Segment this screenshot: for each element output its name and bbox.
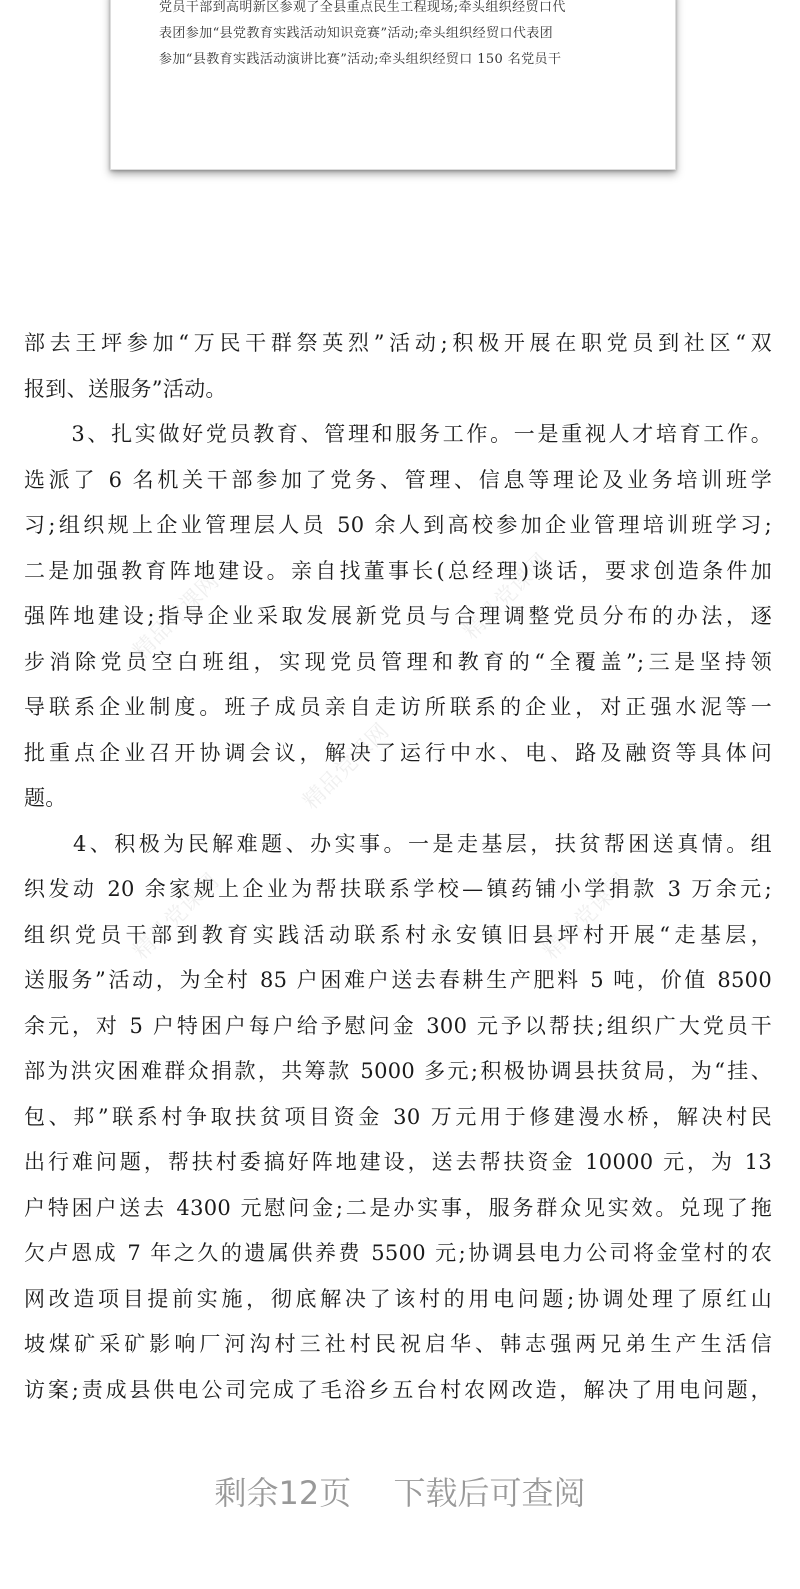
body-line: 步消除党员空白班组，实现党员管理和教育的“全覆盖”;三是坚持领 (24, 649, 772, 674)
body-line: 送服务”活动，为全村 85 户困难户送去春耕生产肥料 5 吨，价值 8500 (24, 968, 772, 992)
download-to-read-more-banner[interactable] (0, 1468, 800, 1518)
download-hint-label: 下载后可查阅 (393, 1474, 586, 1512)
preview-line: 参加“县教育实践活动演讲比赛”活动;牵头组织经贸口 150 名党员干 (159, 52, 562, 67)
body-line: 4、积极为民解难题、办实事。一是走基层，扶贫帮困送真情。组 (24, 831, 772, 856)
body-line: 网改造项目提前实施，彻底解决了该村的用电问题;协调处理了原红山 (24, 1286, 772, 1311)
body-line: 导联系企业制度。班子成员亲自走访所联系的企业，对正强水泥等一 (24, 695, 772, 719)
body-line: 部为洪灾困难群众捐款，共筹款 5000 多元;积极协调县扶贫局，为“挂、 (24, 1059, 772, 1083)
body-line: 户特困户送去 4300 元慰问金;二是办实事，服务群众见实效。兑现了拖 (24, 1195, 772, 1220)
preview-line: 党员干部到高明新区参观了全县重点民生工程现场;牵头组织经贸口代 (159, 0, 566, 15)
body-line: 选派了 6 名机关干部参加了党务、管理、信息等理论及业务培训班学 (24, 467, 772, 492)
watermark: 精品党课网 (538, 869, 635, 965)
body-line: 二是加强教育阵地建设。亲自找董事长(总经理)谈话，要求创造条件加 (24, 558, 772, 583)
body-line: 报到、送服务”活动。 (24, 376, 227, 401)
body-line: 强阵地建设;指导企业采取发展新党员与合理调整党员分布的办法，逐 (24, 604, 772, 628)
remaining-pages-label: 剩余12页 (214, 1474, 352, 1512)
body-line: 组织党员干部到教育实践活动联系村永安镇旧县坪村开展“走基层， (24, 922, 772, 947)
watermark: 精品党课网 (128, 569, 225, 665)
body-line: 部去王坪参加“万民干群祭英烈”活动;积极开展在职党员到社区“双 (24, 331, 772, 355)
previous-page-preview (110, 0, 676, 170)
body-line: 3、扎实做好党员教育、管理和服务工作。一是重视人才培育工作。 (24, 422, 772, 446)
body-line: 织发动 20 余家规上企业为帮扶联系学校—镇药铺小学捐款 3 万余元; (24, 877, 772, 901)
body-line: 访案;责成县供电公司完成了毛浴乡五台村农网改造，解决了用电问题， (24, 1377, 772, 1402)
document-body (24, 321, 772, 1413)
watermark: 精品党课网 (128, 869, 225, 965)
preview-line: 表团参加“县党教育实践活动知识竞赛”活动;牵头组织经贸口代表团 (159, 26, 554, 41)
body-line: 余元，对 5 户特困户每户给予慰问金 300 元予以帮扶;组织广大党员干 (24, 1013, 772, 1038)
body-line: 坡煤矿采矿影响厂河沟村三社村民祝启华、韩志强两兄弟生产生活信 (24, 1332, 772, 1356)
body-line: 欠卢恩成 7 年之久的遗属供养费 5500 元;协调县电力公司将金堂村的农 (24, 1241, 772, 1265)
preview-text (159, 0, 629, 73)
body-line: 包、邦”联系村争取扶贫项目资金 30 万元用于修建漫水桥，解决村民 (24, 1104, 772, 1129)
body-line: 题。 (24, 786, 67, 810)
body-line: 出行难问题，帮扶村委搞好阵地建设，送去帮扶资金 10000 元，为 13 (24, 1150, 772, 1174)
body-line: 习;组织规上企业管理层人员 50 余人到高校参加企业管理培训班学习; (24, 513, 772, 537)
body-line: 批重点企业召开协调会议，解决了运行中水、电、路及融资等具体问 (24, 740, 772, 765)
watermark: 精品党课网 (458, 549, 555, 645)
watermark: 精品党课网 (298, 719, 395, 815)
